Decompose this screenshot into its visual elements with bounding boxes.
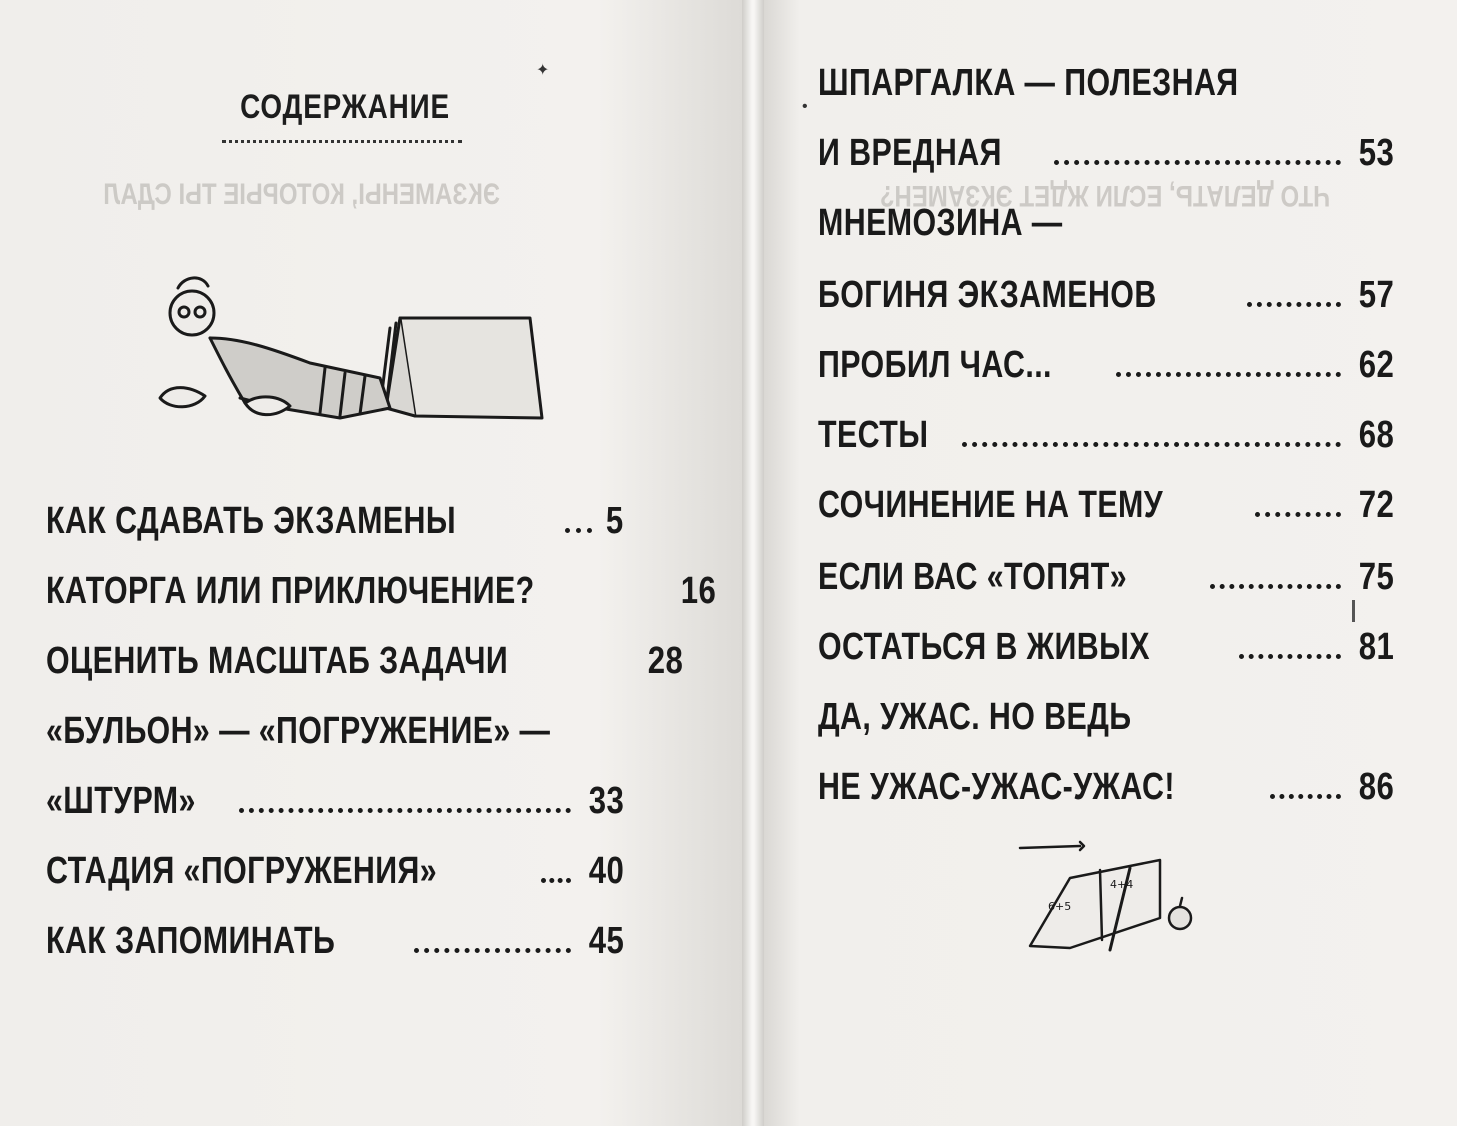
toc-entry-label: КАТОРГА ИЛИ ПРИКЛЮЧЕНИЕ?	[46, 570, 535, 612]
toc-entry-label: ПРОБИЛ ЧАС...	[818, 344, 1052, 386]
toc-entry-label: ТЕСТЫ	[818, 414, 929, 456]
toc-entry-page: 28	[647, 640, 683, 682]
toc-entry[interactable]	[818, 556, 1394, 599]
svg-text:4+4: 4+4	[1110, 878, 1134, 891]
svg-text:6+5: 6+5	[1048, 900, 1072, 913]
toc-entry[interactable]	[46, 920, 624, 963]
toc-entry-label: ОЦЕНИТЬ МАСШТАБ ЗАДАЧИ	[46, 640, 509, 682]
leader-dots	[1239, 654, 1341, 659]
toc-entry-page: 5	[606, 500, 624, 542]
toc-entry-label[interactable]: ДА, УЖАС. НО ВЕДЬ	[818, 696, 1132, 738]
toc-entry-page: 72	[1358, 484, 1394, 526]
toc-entry-page: 40	[588, 850, 624, 892]
toc-entry-label: КАК СДАВАТЬ ЭКЗАМЕНЫ	[46, 500, 457, 542]
leader-dots	[1210, 584, 1340, 589]
toc-entry-page: 57	[1358, 274, 1394, 316]
toc-entry[interactable]	[818, 766, 1394, 809]
notebook-illustration	[1010, 838, 1210, 963]
toc-entry-page: 81	[1358, 626, 1394, 668]
toc-entry-page: 68	[1358, 414, 1394, 456]
leader-dots	[1270, 794, 1341, 799]
toc-entry-label: «ШТУРМ»	[46, 780, 196, 822]
print-mark	[1352, 600, 1355, 622]
toc-entry-label: НЕ УЖАС-УЖАС-УЖАС!	[818, 766, 1175, 808]
toc-entry[interactable]	[818, 132, 1394, 175]
toc-entry[interactable]	[818, 414, 1394, 457]
toc-entry-page: 45	[588, 920, 624, 962]
toc-entry-page: 33	[588, 780, 624, 822]
leader-dots	[1054, 160, 1341, 165]
leader-dots	[541, 878, 571, 883]
bleed-through-right: ЧТО ДЕЛАТЬ, ЕСЛИ ЖДЕТ ЭКЗАМЕН?	[879, 179, 1330, 212]
leader-dots	[1255, 512, 1340, 517]
toc-entry-label: СОЧИНЕНИЕ НА ТЕМУ	[818, 484, 1164, 526]
toc-entry[interactable]	[46, 780, 624, 823]
notebook-icon	[1010, 838, 1210, 958]
ink-speck: •	[802, 98, 808, 115]
toc-entry-label: КАК ЗАПОМИНАТЬ	[46, 920, 336, 962]
title-underline	[222, 140, 462, 143]
toc-entry[interactable]	[818, 626, 1394, 669]
toc-entry-page: 53	[1358, 132, 1394, 174]
toc-entry[interactable]	[818, 274, 1394, 317]
leader-dots	[962, 442, 1341, 447]
toc-entry-label: ОСТАТЬСЯ В ЖИВЫХ	[818, 626, 1150, 668]
bleed-through-left: ЭКЗАМЕНЫ, КОТОРЫЕ ТЫ СДАЛ	[103, 178, 500, 211]
toc-entry-label[interactable]: «БУЛЬОН» — «ПОГРУЖЕНИЕ» —	[46, 710, 551, 752]
book-gutter	[742, 0, 764, 1126]
reading-boy-icon	[150, 268, 550, 428]
leader-dots	[414, 948, 571, 953]
leader-dots	[1116, 372, 1340, 377]
toc-entry-label: ЕСЛИ ВАС «ТОПЯТ»	[818, 556, 1128, 598]
toc-entry-label: И ВРЕДНАЯ	[818, 132, 1002, 174]
toc-entry[interactable]	[818, 344, 1394, 387]
toc-entry-label: СТАДИЯ «ПОГРУЖЕНИЯ»	[46, 850, 438, 892]
toc-entry-page: 62	[1358, 344, 1394, 386]
leader-dots	[1247, 302, 1340, 307]
toc-entry-label: БОГИНЯ ЭКЗАМЕНОВ	[818, 274, 1157, 316]
toc-entry[interactable]	[46, 850, 624, 893]
toc-entry[interactable]	[46, 570, 717, 613]
toc-title: СОДЕРЖАНИЕ	[240, 88, 450, 126]
reading-boy-illustration	[150, 268, 550, 433]
leader-dots	[565, 528, 593, 533]
toc-entry-page: 75	[1358, 556, 1394, 598]
ink-speck: ✦	[536, 62, 550, 79]
toc-entry-label[interactable]: ШПАРГАЛКА — ПОЛЕЗНАЯ	[818, 62, 1239, 104]
toc-entry-label[interactable]: МНЕМОЗИНА —	[818, 202, 1063, 244]
toc-entry-page: 16	[680, 570, 717, 612]
toc-entry[interactable]	[46, 640, 683, 683]
leader-dots	[239, 808, 570, 813]
toc-entry-page: 86	[1358, 766, 1394, 808]
toc-entry[interactable]	[818, 484, 1394, 527]
toc-entry[interactable]	[46, 500, 624, 543]
